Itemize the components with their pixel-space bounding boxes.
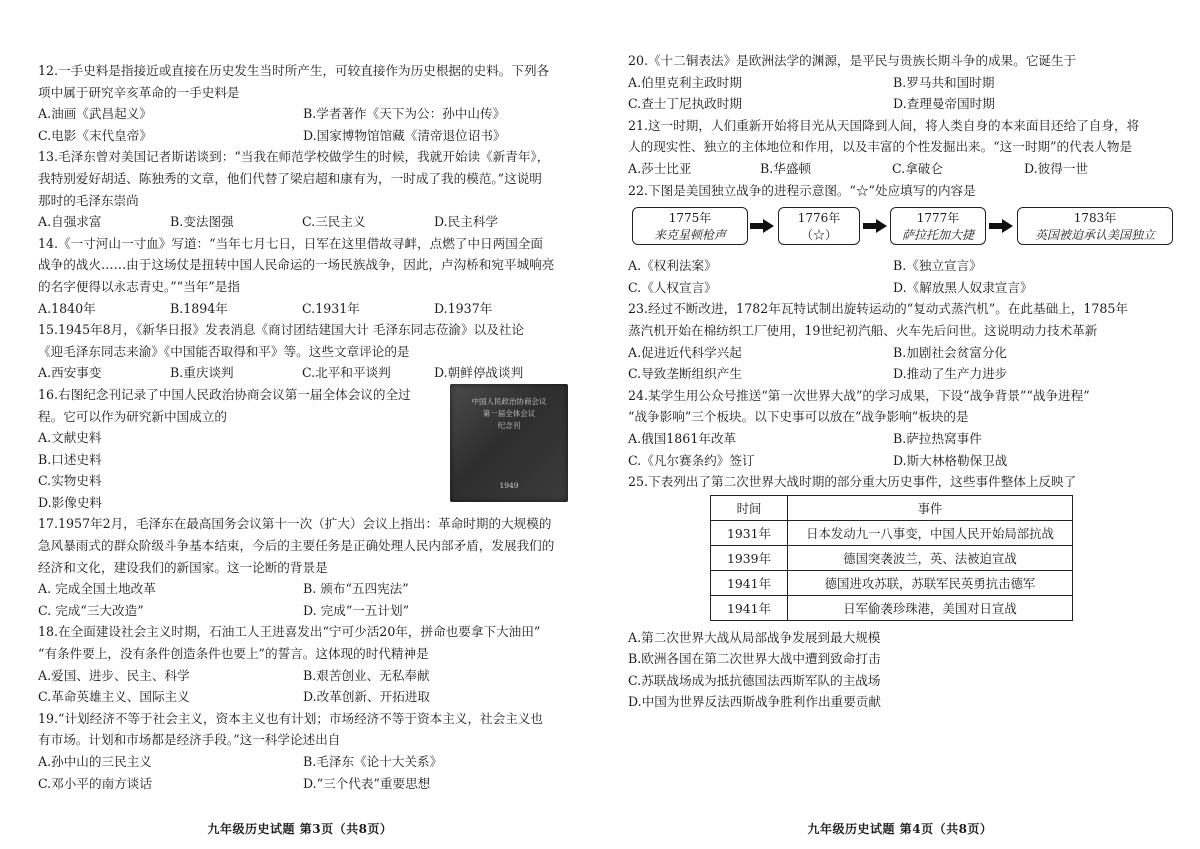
question-23 <box>628 298 1160 384</box>
flow-event: （☆） <box>800 228 837 243</box>
option-a: A.西安事变 <box>38 365 102 381</box>
table-cell-time: 1939年 <box>711 545 788 570</box>
flow-event: 英国被迫承认美国独立 <box>1034 228 1155 243</box>
option-c: C.导致垄断组织产生 <box>628 366 742 382</box>
commemorative-book-image <box>450 384 568 502</box>
flow-year: 1775年 <box>668 211 712 226</box>
question-text: 战争的战火……由于这场仗是扭转中国人民命运的一场民族战争，因此，卢沟桥和宛平城响亮 <box>38 257 555 273</box>
independence-war-flow-diagram <box>628 205 1160 249</box>
question-text: 蒸汽机开始在棉纺织工厂使用，19世纪初汽船、火车先后问世。这说明动力技术革新 <box>628 322 1098 338</box>
option-b: B.学者著作《天下为公：孙中山传》 <box>303 106 506 122</box>
table-header-event: 事件 <box>788 495 1073 520</box>
question-text: 13.毛泽东曾对美国记者斯诺谈到：“当我在师范学校做学生的时候，我就开始读《新青年》， <box>38 149 550 165</box>
question-text: 22.下图是美国独立战争的进程示意图。“☆”处应填写的内容是 <box>628 182 976 198</box>
answer-options <box>628 342 1160 385</box>
table-cell-event: 日本发动九一八事变，中国人民开始局部抗战 <box>788 520 1073 545</box>
flow-arrow-icon <box>989 219 1013 233</box>
table-cell-time: 1941年 <box>711 595 788 620</box>
option-b: B.重庆谈判 <box>170 365 234 381</box>
option-c: C.电影《末代皇帝》 <box>38 127 152 143</box>
option-a: A.促进近代科学兴起 <box>628 344 742 360</box>
option-b: B. 颁布“五四宪法” <box>303 581 409 597</box>
option-d: D.改革创新、开拓进取 <box>303 689 430 705</box>
option-d: D.推动了生产力进步 <box>893 366 1008 382</box>
book-year: 1949 <box>499 480 519 490</box>
option-c: C. 完成“三大改造” <box>38 602 144 618</box>
option-d: D. 完成“一五计划” <box>303 602 410 618</box>
option-c: C.1931年 <box>302 300 360 316</box>
book-title-line: 中国人民政治协商会议 <box>471 396 547 406</box>
question-25 <box>628 471 1160 713</box>
option-d: D.朝鲜停战谈判 <box>434 365 524 381</box>
option-b: B.罗马共和国时期 <box>893 74 995 90</box>
question-22 <box>628 180 1160 299</box>
option-a: A.《权利法案》 <box>628 258 717 274</box>
option-a: A.爱国、进步、民主、科学 <box>38 667 190 683</box>
option-a: A.自强求富 <box>38 214 102 230</box>
option-c: C.邓小平的南方谈话 <box>38 775 152 791</box>
option-d: D.影像史料 <box>38 494 103 510</box>
answer-options <box>38 103 570 146</box>
option-a: A.孙中山的三民主义 <box>38 754 152 769</box>
option-c: C.苏联战场成为抵抗德国法西斯军队的主战场 <box>628 672 881 688</box>
answer-options <box>628 72 1160 115</box>
flow-box-1775 <box>632 207 748 245</box>
option-b: B.华盛顿 <box>760 160 812 176</box>
option-c: C.查士丁尼执政时期 <box>628 96 742 112</box>
option-b: B.毛泽东《论十大关系》 <box>303 754 443 769</box>
table-cell-time: 1941年 <box>711 570 788 595</box>
table-header-row <box>711 495 1073 520</box>
option-c: C.拿破仑 <box>892 160 943 176</box>
question-text: 有市场。计划和市场都是经济手段。”这一科学论述出自 <box>38 732 341 748</box>
question-19 <box>38 708 570 794</box>
question-24 <box>628 385 1160 471</box>
option-d: D.民主科学 <box>434 214 499 230</box>
question-16 <box>38 384 570 514</box>
table-row <box>711 545 1073 570</box>
flow-year: 1777年 <box>916 211 960 226</box>
option-b: B.艰苦创业、无私奉献 <box>303 667 430 683</box>
question-text: 14.《一寸河山一寸血》写道：“当年七月七日，日军在这里借故寻衅，点燃了中日两国全面 <box>38 235 544 251</box>
flow-year: 1776年 <box>797 211 841 226</box>
option-c: C.北平和平谈判 <box>302 365 391 381</box>
question-17 <box>38 513 570 621</box>
option-a: A.伯里克利主政时期 <box>628 74 742 90</box>
question-20 <box>628 50 1160 115</box>
question-text: 17.1957年2月，毛泽东在最高国务会议第十一次（扩大）会议上指出：革命时期的大规模的 <box>38 516 552 532</box>
option-d: D.中国为世界反法西斯战争胜利作出重要贡献 <box>628 694 881 710</box>
answer-options <box>38 211 570 233</box>
answer-options <box>38 665 570 708</box>
question-text: 项中属于研究辛亥革命的一手史料是 <box>38 84 240 100</box>
table-row <box>711 595 1073 620</box>
option-a: A.第二次世界大战从局部战争发展到最大规模 <box>628 629 881 645</box>
question-text: 程。它可以作为研究新中国成立的 <box>38 408 227 424</box>
page-footer: 九年级历史试题 第4页（共8页） <box>807 822 993 836</box>
table-cell-event: 德国突袭波兰，英、法被迫宣战 <box>788 545 1073 570</box>
question-text: 23.经过不断改进，1782年瓦特试制出旋转运动的“复动式蒸汽机”。在此基础上，1785年 <box>628 301 1129 317</box>
option-b: B.萨拉热窝事件 <box>893 430 982 446</box>
book-title-line: 第一届全体会议 <box>482 408 536 418</box>
question-text: 19.“计划经济不等于社会主义，资本主义也有计划；市场经济不等于资本主义，社会主义也 <box>38 710 544 726</box>
question-15 <box>38 319 570 384</box>
flow-box-1776 <box>778 207 860 245</box>
option-a: A.俄国1861年改革 <box>628 430 737 446</box>
answer-options <box>38 362 570 384</box>
question-text: 《迎毛泽东同志来渝》《中国能否取得和平》等。这些文章评论的是 <box>38 343 410 359</box>
option-b: B.加剧社会贫富分化 <box>893 344 1008 360</box>
flow-box-1777 <box>890 207 986 245</box>
question-text: 那时的毛泽东崇尚 <box>38 192 139 208</box>
question-21 <box>628 115 1160 180</box>
option-b: B.变法图强 <box>170 214 234 230</box>
book-title-line: 纪念刊 <box>497 420 521 430</box>
question-text: 16.右图纪念刊记录了中国人民政治协商会议第一届全体会议的全过 <box>38 386 411 402</box>
flow-arrow-icon <box>863 219 887 233</box>
question-text: 的名字便得以永志青史。”“当年”是指 <box>38 278 240 294</box>
answer-options <box>38 298 570 320</box>
option-d: D.《解放黑人奴隶宣言》 <box>893 279 1033 295</box>
ww2-events-table <box>710 495 1073 621</box>
question-18 <box>38 621 570 707</box>
option-d: D.彼得一世 <box>1024 160 1089 176</box>
table-header-time: 时间 <box>711 495 788 520</box>
option-c: C.三民主义 <box>302 214 366 230</box>
option-c: C.实物史料 <box>38 473 102 489</box>
answer-options <box>38 751 570 794</box>
question-14 <box>38 233 570 319</box>
table-cell-time: 1931年 <box>711 520 788 545</box>
option-a: A.1840年 <box>38 300 96 316</box>
option-b: B.《独立宣言》 <box>893 258 982 274</box>
flow-event: 萨拉托加大捷 <box>901 228 974 243</box>
answer-options <box>628 627 1160 713</box>
answer-options <box>628 255 1160 298</box>
question-12 <box>38 60 570 146</box>
question-text: 20.《十二铜表法》是欧洲法学的渊源，是平民与贵族长期斗争的成果。它诞生于 <box>628 53 1077 68</box>
table-row <box>711 520 1073 545</box>
option-d: D.斯大林格勒保卫战 <box>893 452 1008 468</box>
option-b: B.1894年 <box>170 300 228 316</box>
option-c: C.《人权宣言》 <box>628 279 717 295</box>
option-d: D.查理曼帝国时期 <box>893 96 995 112</box>
question-text: 我特别爱好胡适、陈独秀的文章，他们代替了梁启超和康有为，一时成了我的模范。”这说明 <box>38 170 542 186</box>
flow-arrow-icon <box>750 219 774 233</box>
table-row <box>711 570 1073 595</box>
option-a: A.油画《武昌起义》 <box>38 106 152 122</box>
question-text: 24.某学生用公众号推送“第一次世界大战”的学习成果，下设“战争背景”“战争进程” <box>628 387 1090 403</box>
option-b: B.欧洲各国在第二次世界大战中遭到致命打击 <box>628 651 881 667</box>
option-a: A.莎士比亚 <box>628 160 692 176</box>
question-text: 15.1945年8月，《新华日报》发表消息《商讨团结建国大计 毛泽东同志莅渝》以及社论 <box>38 322 524 338</box>
flow-event: 来克星顿枪声 <box>653 228 726 243</box>
question-text: 急风暴雨式的群众阶级斗争基本结束，今后的主要任务是正确处理人民内部矛盾，发展我们的 <box>38 538 555 554</box>
flow-year: 1783年 <box>1073 211 1117 226</box>
question-text: 12.一手史料是指接近或直接在历史发生当时所产生，可较直接作为历史根据的史料。下列各 <box>38 63 550 78</box>
question-text: “有条件要上，没有条件创造条件也要上”的誓言。这体现的时代精神是 <box>38 646 429 662</box>
table-cell-event: 日军偷袭珍珠港，美国对日宣战 <box>788 595 1073 620</box>
question-text: 经济和文化，建设我们的新国家。这一论断的背景是 <box>38 559 328 575</box>
table-cell-event: 德国进攻苏联，苏联军民英勇抗击德军 <box>788 570 1073 595</box>
question-text: 21.这一时期，人们重新开始将目光从天国降到人间，将人类自身的本来面目还给了自身，将 <box>628 117 1140 133</box>
option-a: A. 完成全国土地改革 <box>38 581 156 597</box>
exam-page-4 <box>600 0 1200 849</box>
option-c: C.革命英雄主义、国际主义 <box>38 689 190 705</box>
question-text: “战争影响”三个板块。以下史事可以放在“战争影响”板块的是 <box>628 409 969 425</box>
option-b: B.口述史料 <box>38 451 102 467</box>
option-d: D.“三个代表”重要思想 <box>303 775 431 791</box>
question-text: 人的现实性、独立的主体地位和作用，以及丰富的个性发掘出来。“这一时期”的代表人物是 <box>628 139 1133 155</box>
flow-box-1783 <box>1017 207 1173 245</box>
answer-options <box>628 428 1160 471</box>
question-13 <box>38 146 570 232</box>
option-d: D.国家博物馆馆藏《清帝退位诏书》 <box>303 127 506 143</box>
option-c: C.《凡尔赛条约》签订 <box>628 452 755 468</box>
question-text: 25.下表列出了第二次世界大战时期的部分重大历史事件，这些事件整体上反映了 <box>628 474 1077 490</box>
answer-options <box>628 158 1160 180</box>
answer-options <box>38 578 570 621</box>
option-d: D.1937年 <box>434 300 493 316</box>
option-a: A.文献史料 <box>38 430 102 446</box>
page-footer: 九年级历史试题 第3页（共8页） <box>207 822 393 836</box>
question-text: 18.在全面建设社会主义时期，石油工人王进喜发出“宁可少活20年，拼命也要拿下大油田” <box>38 624 541 640</box>
